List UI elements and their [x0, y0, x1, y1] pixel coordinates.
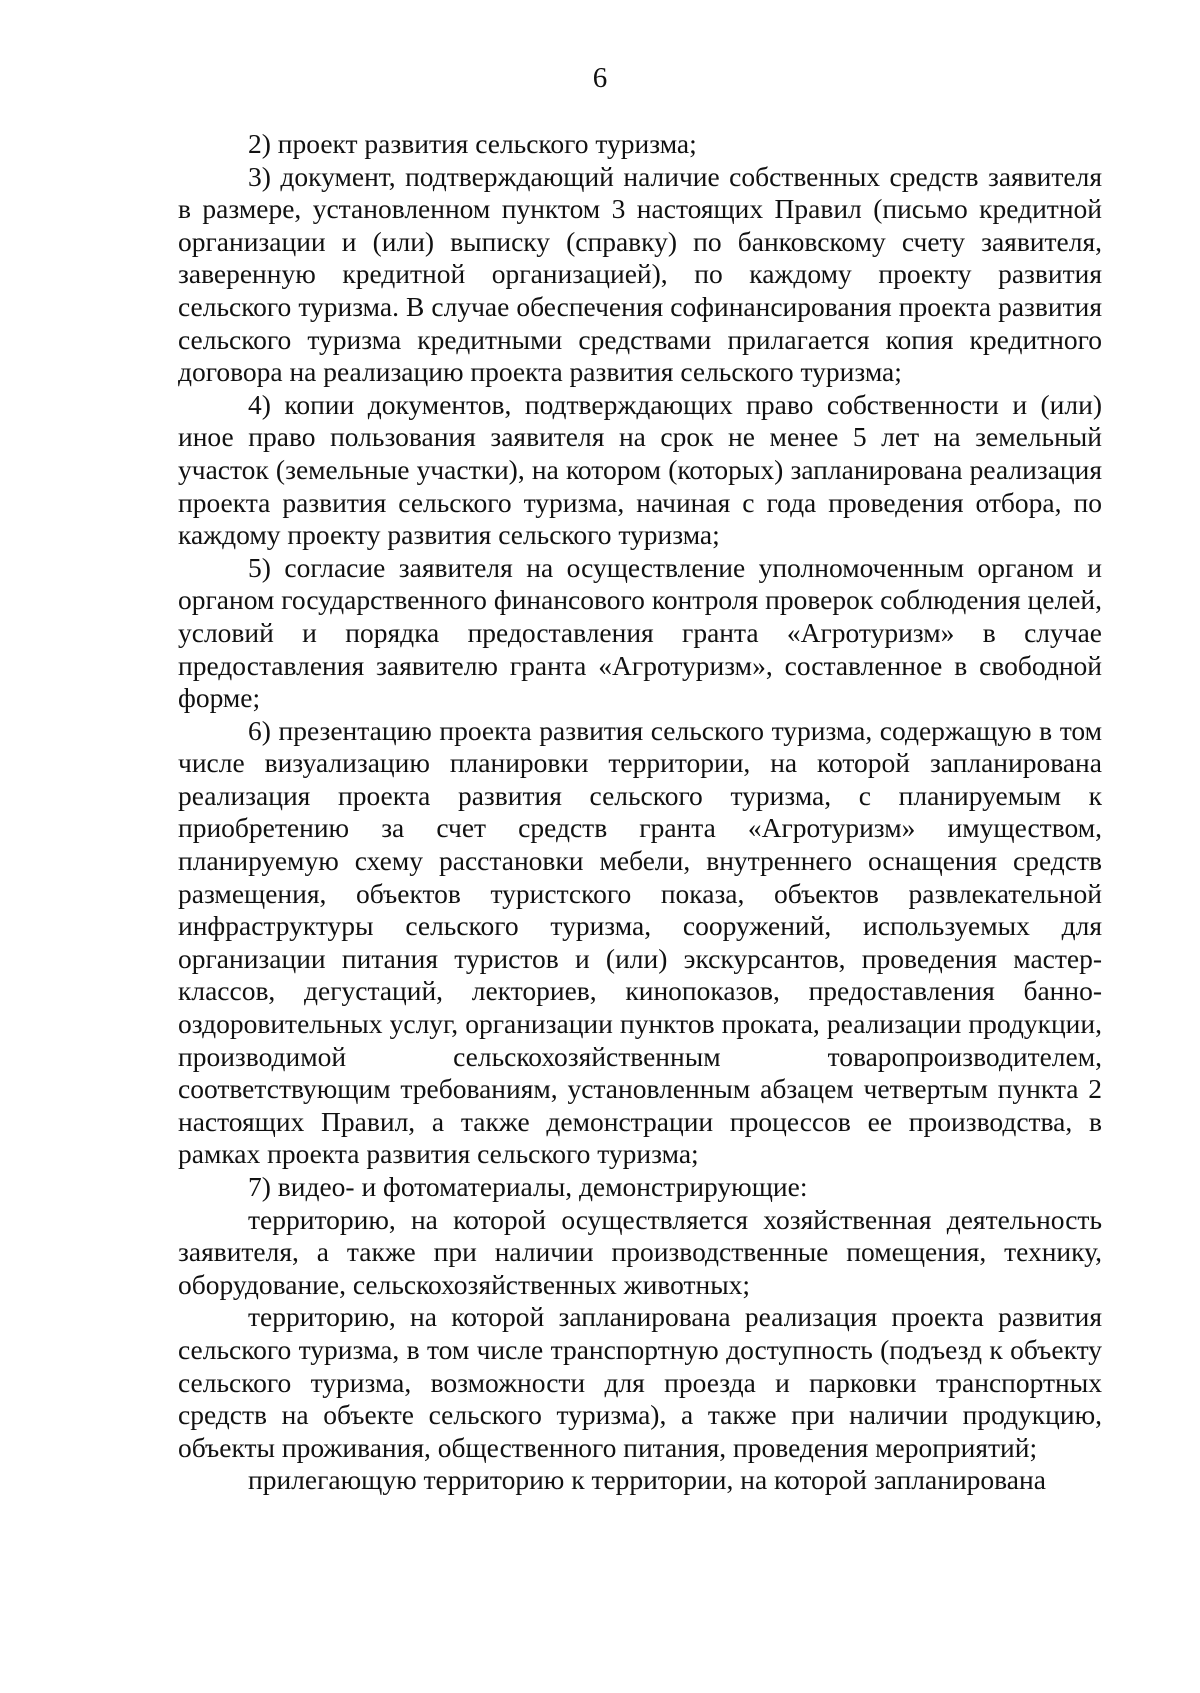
paragraph-item-5: 5) согласие заявителя на осуществление уполномоченным органом и органом государственного финансового контроля проверок соблюдения целей, условий и порядка предоставления гранта «Агротуризм» в случае предоставления заявителю гранта «Агротуризм», составленное в свободной форме;: [178, 551, 1102, 714]
document-body: [178, 128, 1102, 1497]
paragraph-item-6: 6) презентацию проекта развития сельского туризма, содержащую в том числе визуализацию планировки территории, на которой запланирована реализация проекта развития сельского туризма, с планируемым к приобретению за счет средств гранта «Агротуризм» имуществом, планируемую схему расстановки мебели, внутреннего оснащения средств размещения, объектов туристского показа, объектов развлекательной инфраструктуры сельского туризма, сооружений, используемых для организации питания туристов и (или) экскурсантов, проведения мастер-классов, дегустаций, лекториев, кинопоказов, предоставления банно-оздоровительных услуг, организации пунктов проката, реализации продукции, производимой сельскохозяйственным товаропроизводителем, соответствующим требованиям, установленным абзацем четвертым пункта 2 настоящих Правил, а также демонстрации процессов ее производства, в рамках проекта развития сельского туризма;: [178, 714, 1102, 1170]
paragraph-item-7: 7) видео- и фотоматериалы, демонстрирующие:: [248, 1171, 808, 1202]
paragraph-adjacent-territory: прилегающую территорию к территории, на которой запланирована: [248, 1464, 1046, 1496]
paragraph-territory-project: территорию, на которой запланирована реализация проекта развития сельского туризма, в том числе транспортную доступность (подъезд к объекту сельского туризма, возможности для проезда и парковки транспортных средств на объекте сельского туризма), а также при наличии продукцию, объекты проживания, общественного питания, проведения мероприятий;: [178, 1301, 1102, 1463]
paragraph-item-2: 2) проект развития сельского туризма;: [248, 128, 697, 159]
paragraph-territory-activity: территорию, на которой осуществляется хозяйственная деятельность заявителя, а также при наличии производственные помещения, технику, оборудование, сельскохозяйственных животных;: [178, 1203, 1102, 1300]
paragraph-item-4: 4) копии документов, подтверждающих право собственности и (или) иное право пользования заявителя на срок не менее 5 лет на земельный участок (земельные участки), на котором (которых) запланирована реализация проекта развития сельского туризма, начиная с года проведения отбора, по каждому проекту развития сельского туризма;: [178, 388, 1102, 551]
page-number: 6: [592, 62, 608, 94]
paragraph-item-3: 3) документ, подтверждающий наличие собственных средств заявителя в размере, установленном пунктом 3 настоящих Правил (письмо кредитной организации и (или) выписку (справку) по банковскому счету заявителя, заверенную кредитной организацией), по каждому проекту развития сельского туризма. В случае обеспечения софинансирования проекта развития сельского туризма кредитными средствами прилагается копия кредитного договора на реализацию проекта развития сельского туризма;: [178, 160, 1102, 388]
